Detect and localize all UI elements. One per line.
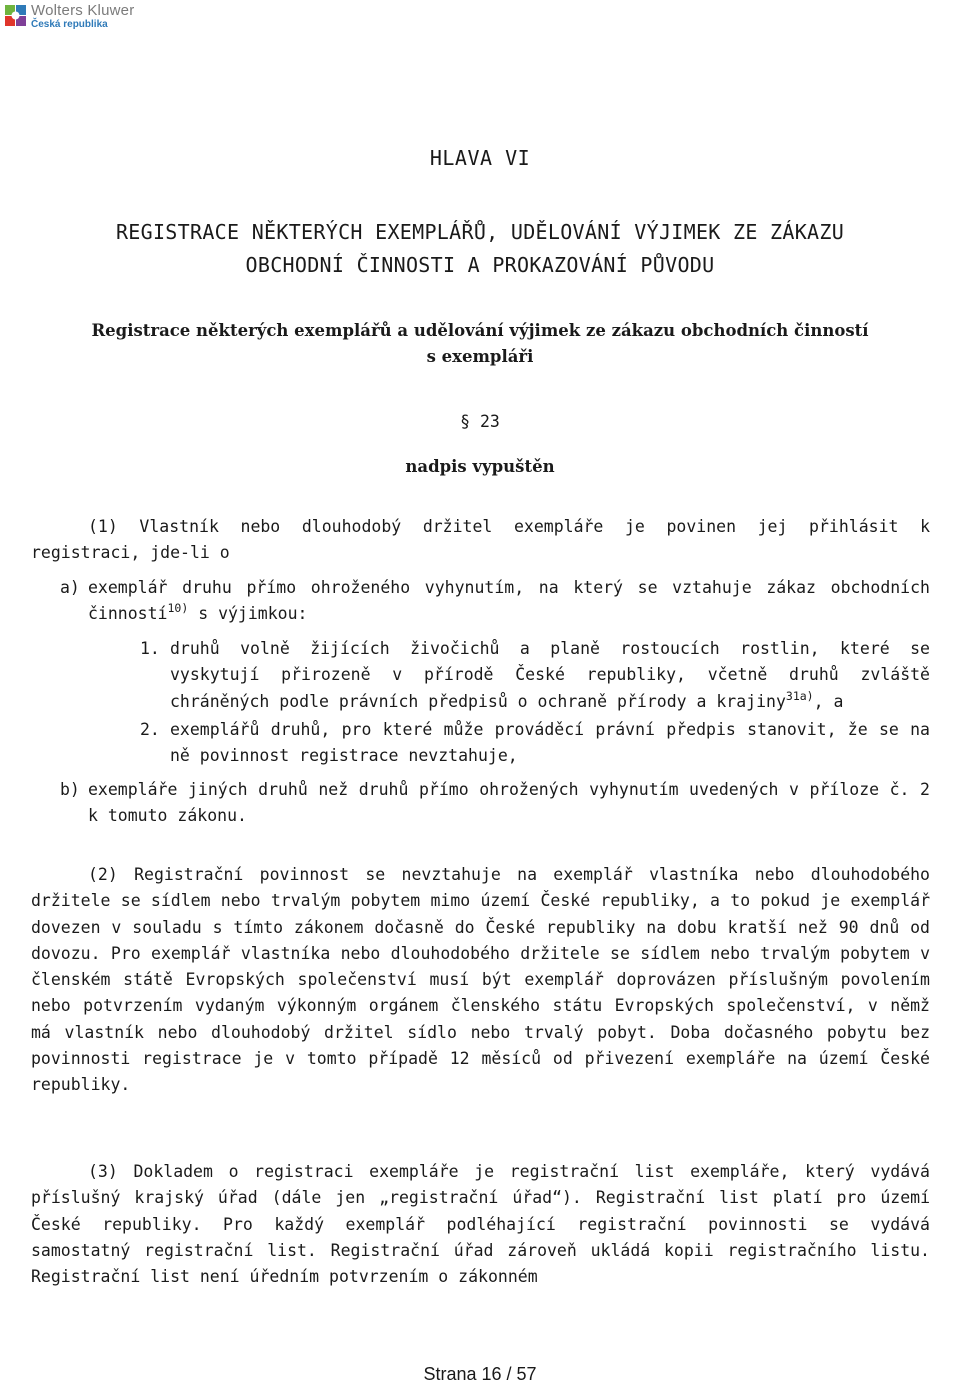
subitem-1-label: 1. — [140, 639, 160, 658]
chapter-subtitle — [0, 318, 960, 370]
footnote-ref-31a[interactable]: 31a) — [785, 688, 814, 703]
paragraph-3: (3) Dokladem o registraci exempláře je registrační list exempláře, který vydává příslušný krajský úřad (dále jen „registrační úřad“). Registrační list platí pro území České republiky. Pro každý exemplář podléhající registrační povinnosti se vydává samostatný registrační list. Registrační úřad zároveň ukládá kopii registračního listu. Registrační list není úředním potvrzením o zákonném — [31, 1162, 930, 1287]
chapter-subtitle-line-2: s exempláři — [426, 347, 534, 366]
item-a-text — [88, 575, 930, 628]
subitem-1-text — [170, 636, 930, 715]
item-b-text: exempláře jiných druhů než druhů přímo ohrožených vyhynutím uvedených v příloze č. 2 k tomuto zákonu. — [88, 780, 930, 826]
brand-subtitle: Česká republika — [31, 19, 108, 30]
wolters-kluwer-logo-icon — [4, 3, 28, 29]
section-number: § 23 — [460, 412, 500, 431]
subitem-2-text: exemplářů druhů, pro které může prováděcí právní předpis stanovit, že se na ně povinnost registrace nevztahuje, — [170, 720, 930, 766]
item-a-label: a) — [60, 578, 80, 597]
section-heading: nadpis vypuštěn — [405, 457, 555, 476]
subitem-1-body: druhů volně žijících živočichů a planě rostoucích rostlin, které se vyskytují přirozeně v přírodě České republiky, včetně druhů zvláště chráněných podle právních předpisů o ochraně přírody a krajiny — [170, 639, 930, 711]
page-number: Strana 16 / 57 — [423, 1364, 537, 1384]
footnote-ref-10[interactable]: 10) — [167, 601, 189, 616]
subitem-2-label: 2. — [140, 720, 160, 739]
paragraph-2: (2) Registrační povinnost se nevztahuje na exemplář vlastníka nebo dlouhodobého držitele se sídlem nebo trvalým pobytem mimo území České republiky, a to pokud je exemplář dovezen v souladu s tímto zákonem dočasně do České republiky na dobu kratší než 90 dnů od dovozu. Pro exemplář vlastníka nebo dlouhodobého držitele se sídlem nebo trvalým pobytem v členském státě Evropských společenství musí být exemplář doprovázen příslušným povolením nebo potvrzením vydaným výkonným orgánem členského státu Evropských společenství, v němž má vlastník nebo dlouhodobý držitel sídlo nebo trvalý pobyt. Doba dočasného pobytu bez povinnosti registrace je v tomto případě 12 měsíců od přivezení exempláře na území České republiky. — [31, 865, 930, 1095]
chapter-subtitle-line-1: Registrace některých exemplářů a udělování výjimek ze zákazu obchodních činností — [91, 321, 869, 340]
item-b-label: b) — [60, 780, 80, 799]
brand-name: Wolters Kluwer — [31, 2, 135, 19]
item-a-tail: s výjimkou: — [188, 604, 308, 624]
paragraph-1-intro: (1) Vlastník nebo dlouhodobý držitel exempláře je povinen jej přihlásit k registraci, jde-li o — [31, 517, 930, 563]
chapter-title — [0, 216, 960, 282]
subitem-1-tail: , a — [813, 691, 844, 711]
chapter-number: HLAVA VI — [429, 146, 531, 170]
chapter-title-line-1: REGISTRACE NĚKTERÝCH EXEMPLÁŘŮ, UDĚLOVÁNÍ VÝJIMEK ZE ZÁKAZU — [115, 220, 845, 244]
chapter-title-line-2: OBCHODNÍ ČINNOSTI A PROKAZOVÁNÍ PŮVODU — [245, 253, 715, 277]
item-a-body: exemplář druhu přímo ohroženého vyhynutím, na který se vztahuje zákaz obchodních činností — [88, 578, 930, 624]
brand-logo — [4, 3, 134, 31]
